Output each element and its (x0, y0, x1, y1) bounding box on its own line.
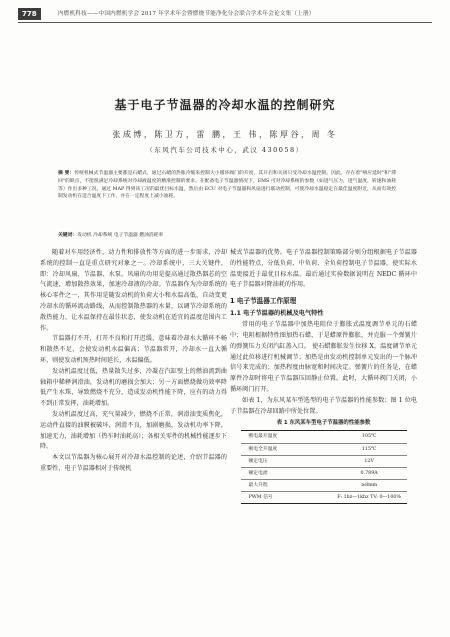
left-column (40, 248, 227, 475)
table-caption: 表 1 东风某车型电子节温器的性能参数 (276, 420, 371, 427)
body-paragraph: 如表 1，为东风某车型选型的电子节温器的性能参数；图 1 位电子节温器在冷却回路中所处位置。 (230, 396, 417, 415)
running-title: 内燃机科技——中国内燃机学会 2017 年学术年会暨燃烧节能净化分会联合学术年会论文集（上册） (58, 11, 315, 17)
section-heading: 1 电子节温器工作原理 (230, 297, 297, 306)
table-cell-value: 105℃ (332, 431, 407, 443)
table-cell-value: F: 1hz—1khz TV: 0—100% (332, 492, 407, 504)
body-paragraph: 常用的电子节温器中加热电阻位于膨胀式温度调节单元的石蜡中；电阻根据特性图加热石蜡，于是蜡原件膨胀，并克服一个弹簧片的弹簧压力关闭汽缸盖入口。 使石蜡膨胀发生位移 X，温度调节单元通过此位移进行机械调节；加热是由发动机控制单元发出的一个脉冲信号来完成的；加热程度由脉宽和时间决定。弹簧片的任务是，在蜡原件冷却时将电子节温器压回静止位置。此时，大循环阀门关闭，小循环阀门打开。 (230, 321, 417, 393)
body-paragraph: 发动机温度过高，充气量减少，燃烧不正常，润滑油变质焦化，运动件直接的油膜被破坏，润滑不良，加剧磨损，发动机功率下降，加速无力，油耗增加（热车时油耗高）；各相关零件的机械性能逐步下降。 (40, 410, 227, 451)
abstract-text: 传统机械式节温器主要都是石蜡式，通过石蜡的热胀冷缩来控制大小循环阀门的开度，其开启和关闭只受冷却水温控制。因此，存在着"响应延时"和"滞回"的缺点，不能很满足冷却系统对冷却液温度的精准控制的要求。在配备电子节温器情况下，EMS 可对冷却系统的参数（如进气压力，进气温度，转速和油耗等）作出多种工况，通过 MAP 得到该工况的最优目标水温，然后由 ECU 对电子节温器和风扇进行联动控制，可使冷却水温稳定在最佳温度附近，从而有效控制发动机在适合温度下工作，并在一定程度上减小油耗。 (58, 171, 396, 200)
author-list: 张成博，陈卫方，雷 鹏，王 伟，陈厚谷，周 冬 (112, 130, 338, 139)
parameter-table (241, 430, 407, 504)
table-cell-value: 0.789A (332, 467, 407, 479)
body-paragraph: 节温器打不开，打开不良和打开迟缓，意味着冷却水大循环不畅和散热不足，会使发动机水温偏高；节温器常开，冷却水一直大循环，则使发动机预热时间延长，水温偏低。 (40, 335, 227, 364)
keywords (58, 232, 396, 240)
affiliation: （东风汽车公司技术中心，武汉 430058） (146, 146, 304, 154)
body-paragraph: 发动机温度过低，热量散失过多，冷凝在汽缸壁上的燃油流到曲轴箱中稀释润滑油，发动机的磨损会加大；另一方面燃烧做功效率降低产生水珠，导致燃烧不充分，造成发动机性能下降，应有的动力得不到正常发挥，油耗增加。 (40, 367, 227, 408)
table-row (241, 492, 407, 504)
table-cell-value: ≥8mm (332, 480, 407, 492)
body-paragraph: 随着对车用经济性、动力性和排放性等方面的进一步需求，冷却系统的控制一直是重点研究对象之一。冷却系统中，三大关键件，即：冷却风扇、节温器、水泵。风扇的功用是提高通过散热器芯的空气流速，增加散热效果，加速冷却液的冷却。节温器作为冷却系统的核心零件之一，其作用是随发动机的负荷大小和水温高低，自动变更冷却水的循环流动路线，从而控制散热器的水量，以调节冷却系统的散热能力，让水温保持在最佳状态，使发动机在适宜的温度范围内工作。 (40, 249, 227, 332)
paper-title: 基于电子节温器的冷却水温的控制研究 (114, 98, 336, 112)
page-number: 778 (18, 8, 41, 20)
table-cell-label: 额定电流 (241, 467, 332, 479)
keywords-label: 关键词： (58, 233, 78, 238)
body-paragraph: 械式节温器的优势。电子节温器控制策略部分则分组根据电子节温器的性能特点，分低负荷、中负荷、全负荷控制电子节温器，使实际水温更接近于最优目标水温。最后通过实验数据说明在 NEDC 循环中电子节温器对降油耗的作用。 (230, 249, 417, 289)
subsection-heading: 1.1 电子节温器的机械及电气特性 (230, 310, 324, 318)
table-cell-label: 最大升程 (241, 480, 332, 492)
body-paragraph: 本文以节温器为核心展开对冷却水温控制的论述，介绍节温器的重要性，电子节温器相对于传统机 (40, 454, 227, 472)
running-header (18, 8, 432, 23)
table-cell-value: 115℃ (332, 443, 407, 455)
keywords-text: 发动机 冷却系统 电子节温器 燃油消耗率 (77, 233, 164, 238)
right-column (230, 248, 417, 504)
table-cell-value: 12V (332, 455, 407, 467)
table-cell-label: 断电全开温度 (241, 443, 332, 455)
table-row (241, 431, 407, 443)
abstract (58, 170, 396, 201)
table-row (241, 455, 407, 467)
table-row (241, 443, 407, 455)
table-row (241, 480, 407, 492)
table-cell-label: PWM 信号 (241, 492, 332, 504)
table-row (241, 467, 407, 479)
table-cell-label: 额定电压 (241, 455, 332, 467)
abstract-label: 摘 要： (58, 171, 75, 176)
table-cell-label: 断电最开温度 (241, 431, 332, 443)
